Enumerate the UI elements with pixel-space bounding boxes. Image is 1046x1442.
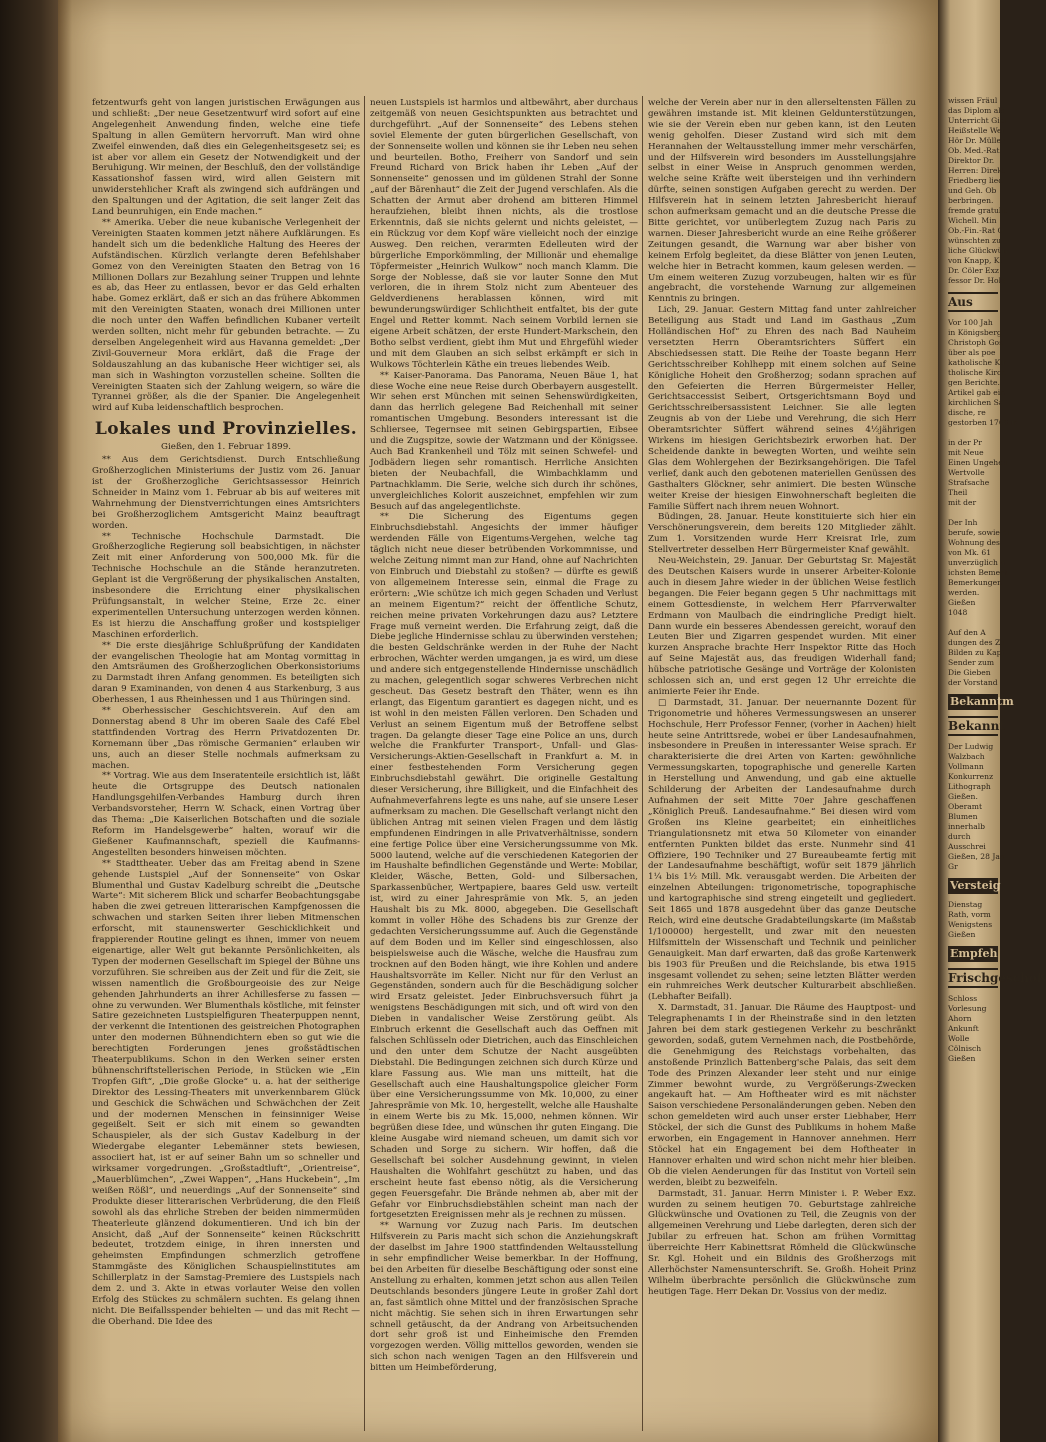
strip-line: gestorben 1766 in — [948, 418, 1019, 427]
dateline: Gießen, den 1. Februar 1899. — [161, 442, 291, 453]
adjacent-page-edge — [938, 0, 1046, 1442]
news-item: ** Vortrag. Wie aus dem Inseratenteile ersichtlich ist, läßt heute die Ortsgruppe des Deutsch nationalen Handlungsgehilfen-Verbandes Hamburg durch ihren Verbandsvorsteher, Herrn W. Schack, einen Vortrag über das Thema: „Die Kaiserlichen Botschaften und die soziale Reform im Handelsgewerbe“ halten, worauf wir die Gießener Kaufmannschaft, speziell die Kaufmanns-Angestellten besonders hinweisen möchten. — [92, 771, 360, 858]
strip-line: Bilden zu Kapf — [948, 648, 1005, 657]
news-item: □ Darmstadt, 31. Januar. Der neuernannte Dozent für Trigonometrie und höheres Vermessungswesen an unserer Hochschule, Herr Professor Fenner, (vorher in Aachen) hielt heute seine Antrittsrede, wobei er über Landesaufnahmen, insbesondere in Preußen in interessanter Weise sprach. Er charakterisierte die drei Arten von Karten: gewöhnliche Vermessungskarten, topographische und generelle Karten in Herstellung und Anwendung, und gab eine aktuelle Schilderung der Arbeiten der Landesaufnahme durch Aufnahmen der seit Mitte 70er Jahre geschaffenen „Königlich Preuß. Landesaufnahme.“ Bei diesen wird vom Großen ins Kleine gearbeitet; ein einheitliches Triangulationsnetz mit etwa 50 Kilometer von einander entfernten Punkten bildet das erste. Nunmehr sind 41 Offiziere, 190 Techniker und 27 Bureaubeamte fertig mit der Landesaufnahme beschäftigt, wofür seit 1879 jährlich 1¼ bis 1½ Mill. Mk. verausgabt werden. Die Arbeiten der einzelnen Abteilungen: trigonometrische, topographische und kartographische sind streng eingeteilt und gegliedert. Seit 1865 und 1878 ausgedehnt über das ganze Deutsche Reich, wird eine deutsche Gradabteilungskarte (im Maßstab 1/100000) hergestellt, und zwar mit den neuesten Hilfsmitteln der Wissenschaft und Technik und peinlicher Genauigkeit. Man darf erwarten, daß das große Kartenwerk bis 1903 für Preußen und die Reichslande, bis etwa 1915 insgesamt vollendet zu sehen; seine letzten Blätter werden ein ruhmreiches Werk deutscher Kulturarbeit abschließen. (Lebhafter Beifall). — [648, 697, 916, 1003]
news-item: ** Stadttheater. Ueber das am Freitag abend in Szene gehende Lustspiel „Auf der Sonnenseite“ von Oskar Blumenthal und Gustav Kadelburg schreibt die „Deutsche Warte“: Mit sicherem Blick und scharfer Beobachtungsgabe haben die zwei getreuen litterarischen Kampfgenossen die schwachen und starken Seiten ihrer lieben Mitmenschen erforscht, mit staunenswerter Geschicklichkeit und frappierender Routine gelingt es ihnen, immer von neuem eigenartige, aller Welt gut bekannte Persönlichkeiten, als Typen der modernen Gesellschaft im Spiegel der Bühne uns vorzuführen. Sie schreiben aus der Zeit und für die Zeit, sie wissen namentlich die Großbourgeoisie des zur Neige gehenden Jahrhunderts an ihrer Achillesferse zu fassen — ohne zu verwunden. Wer Blumenthals köstliche, mit feinster Satire gezeichneten Lustspielfiguren Theaterpuppen nennt, der verkennt die Intentionen des geistreichen Photographen unter den modernen Bühnendichtern eben so gut wie die berechtigten Forderungen jenes großstädtischen Theaterpublikums. Schon in den Werken seiner ersten bühnenschriftstellerischen Periode, in Stücken wie „Ein Tropfen Gift“, „Die große Glocke“ u. a. hat der seitherige Direktor des Lessing-Theaters mit unverkennbarem Glück und Geschick die Schwächen und Schwächchen der Zeit und der modernen Menschen in feinsinniger Weise gegeißelt. Seit er sich mit einem so gewandten Schauspieler, als der sich Gustav Kadelburg in der Wiedergabe eleganter Lebemänner stets bewiesen, associiert hat, ist er auf seiner Bahn um so schneller und wirksamer vorgedrungen. „Großstadtluft“, „Orientreise“, „Mauerblümchen“, „Zwei Wappen“, „Hans Huckebein“, „Im weißen Rößl“, und neuerdings „Auf der Sonnenseite“ sind Produkte dieser litterarischen Verbrüderung, die den Fleiß sowohl als das ehrliche Streben der beiden nimmermüden Theaterleute glänzend dokumentieren. Und ich bin der Ansicht, daß „Auf der Sonnenseite“ keinen Rückschritt bedeutet, trotzdem einige, in ihren innersten und geheimsten Empfindungen schmerzlich getroffene Stammgäste des Königlichen Schauspielinstitutes am Schillerplatz in der Samstag-Premiere des Lustspiels nach dem 2. und 3. Akte in etwas vorlauter Weise den vollen Erfolg des Stückes zu schmälern suchten. Es gelang ihnen nicht. Die Beifallsspender behielten — und das mit Recht — die Oberhand. Die Idee des — [92, 858, 360, 1327]
strip-line: berufe, sowie di — [948, 528, 1010, 537]
strip-line: in der Pr — [948, 438, 982, 447]
news-item: ** Die erste diesjährige Schlußprüfung der Kandidaten der evangelischen Theologie hat am Montag vormittag in den Amtsräumen des Großherzoglichen Oberkonsistoriums zu Darmstadt ihren Anfang genommen. Es beteiligten sich daran 9 Examinanden, von denen 4 aus Starkenburg, 3 aus Oberhessen, 1 aus Rheinhessen und 1 aus Thüringen sind. — [92, 640, 360, 706]
strip-line: Herren: Direkt — [948, 166, 1006, 175]
strip-line: mit Neue — [948, 448, 984, 457]
strip-line: Der Ludwig — [948, 742, 994, 751]
strip-line: dische, re — [948, 408, 986, 417]
strip-label: 1048 — [948, 608, 968, 617]
strip-line: gen Berichte. — [948, 378, 1000, 387]
strip-line: Artikel gab ein — [948, 388, 1006, 397]
paragraph: welche der Verein aber nur in den allerseltensten Fällen zu gewähren imstande ist. Mit kleinen Geldunterstützungen, wie sie der Verein eben nur geben kann, ist den Leuten wenig geholfen. Dieser Zustand wird sich mit dem Herannahen der Weltausstellung immer mehr verschärfen, und der Hilfsverein wird besonders im Ausstellungsjahre selbst in einer Weise in Anspruch genommen werden, welche seine Kräfte weit übersteigen und ihn verhindern dürfte, seinen sonstigen Aufgaben gerecht zu werden. Der Hilfsverein hat in seinem letzten Jahresbericht hierauf schon aufmerksam gemacht und an die deutsche Presse die Bitte gerichtet, vor unüberlegtem Zuzug nach Paris zu warnen. Dieser Jahresbericht wurde an eine Reihe größerer Zeitungen gesandt, die Warnung war aber bisher von keinem Erfolg begleitet, da diese Blätter von jenen Leuten, welche hier in Betracht kommen, kaum gelesen werden. — Um einem weiteren Zuzug vorzubeugen, halten wir es für angebracht, die vorstehende Warnung zur allgemeinen Kenntnis zu bringen. — [648, 98, 916, 305]
column-1 — [92, 98, 360, 1428]
strip-banner: Bekanntm — [950, 695, 1014, 708]
news-item: ** Warnung vor Zuzug nach Paris. Im deutschen Hilfsverein zu Paris macht sich schon die Anziehungskraft der daselbst im Jahre 1900 stattfindenden Weltausstellung in sehr empfindlicher Weise bemerkbar. In der Hoffnung, bei den Arbeiten für dieselbe Beschäftigung oder sonst eine Anstellung zu erhalten, kommen jetzt schon aus allen Teilen Deutschlands besonders jüngere Leute in großer Zahl dort an, fast sämtlich ohne Mittel und der französischen Sprache nicht mächtig. Sie sehen sich in ihren Erwartungen sehr schnell getäuscht, da der Andrang von Arbeitsuchenden dort sehr groß ist und Einheimische den Fremden vorgezogen werden. Völlig mittellos geworden, wenden sie sich schon nach wenigen Tagen an den Hilfsverein und bitten um Heimbeförderung, — [370, 1221, 638, 1374]
strip-line: Gießen, 28 Jan — [948, 852, 1005, 861]
strip-line: Schloss — [948, 994, 978, 1003]
strip-line: werden. — [948, 588, 980, 597]
strip-line: Vollmann — [948, 762, 984, 771]
strip-line: in Königsberg — [948, 328, 1002, 337]
strip-line: Auf den A — [948, 628, 986, 637]
news-item-amerika: ** Amerika. Ueber die neue kubanische Verlegenheit der Vereinigten Staaten kommen jetzt nähere Aufklärungen. Es handelt sich um die bedenkliche Haltung des Heeres der Aufständischen. Kürzlich verlangte deren Befehlshaber Gomez von den Vereinigten Staaten den Betrag von 16 Millionen Dollars zur Bezahlung seiner Truppen und lehnte es ab, das Heer zu entlassen, bevor er das Geld erhalten habe. Gomez erklärt, daß er sich an das frühere Abkommen mit den Vereinigten Staaten, wonach drei Millionen unter die noch unter den Waffen befindlichen Kubaner verteilt werden sollten, nicht mehr für gebunden betrachte. — Zu derselben Angelegenheit wird aus Havanna gemeldet: „Der Zivil-Gouverneur Mora erklärt, daß die Frage der Soldauszahlung an das kubanische Heer wichtiger sei, als man sich in Washington vorzustellen scheine. Sollten die Vereinigten Staaten sich der Zahlung weigern, so wäre die Tyrannei größer, als die der Spanier. Die Angelegenheit wird auf Kuba leidenschaftlich besprochen. — [92, 217, 360, 414]
strip-line: Oberamt — [948, 802, 982, 811]
strip-line: Gießen — [948, 930, 976, 939]
column-3 — [648, 98, 916, 1428]
strip-line: mit der — [948, 498, 977, 507]
news-item: ** Die Sicherung des Eigentums gegen Einbruchsdiebstahl. Angesichts der immer häufiger werdenden Fälle von Eigentums-Vergehen, welche tag täglich nicht neue dieser betrübenden Vorkommnisse, und welche Zeitung nimmt man zur Hand, ohne auf Nachrichten von Einbruch und Diebstahl zu stoßen? — dürfte es gewiß von allgemeinem Interesse sein, einmal die Frage zu erörtern: „Wie schütze ich mich gegen Schaden und Verlust an meinem Eigentum?“ reicht der öffentliche Schutz, reichen meine privaten Vorkehrungen dazu aus? Letztere Frage muß verneint werden. Die Erfahrung zeigt, daß die Diebe jegliche Hindernisse schlau zu überwinden verstehen; die besten Geldschränke werden in der Ruhe der Nacht erbrochen, Wächter werden umgangen, ja es wird, um diese und andere sich entgegenstellende Hindernisse unschädlich zu machen, gelegentlich sogar schweres Verbrechen nicht gescheut. Das Gesetz bestraft den Thäter, wenn es ihn erlangt, das Eigentum garantiert es dagegen nicht, und es ist wohl in den meisten Fällen verloren. Den Schaden und Verlust an seinem Eigentum muß der Betroffene selbst tragen. Da gelangte dieser Tage eine Police an uns, durch welche die Frankfurter Transport-, Unfall- und Glas-Versicherungs-Aktien-Gesellschaft in Frankfurt a. M. in einer festbestehenden Form Versicherung gegen Einbruchsdiebstahl gewährt. Die originelle Gestaltung dieser Versicherung, ihre Billigkeit, und die Einfachheit des Aufnahmeverfahrens legte es uns nahe, auf sie unsere Leser aufmerksam zu machen. Die Gesellschaft verlangt nicht den üblichen Antrag mit seinen vielen Fragen und dem lästig empfundenen Eindringen in alle Privatverhältnisse, sondern eine fertige Police über eine Versicherungssumme von Mk. 5000 lautend, welche auf die verschiedenen Kategorien der im Haushalte befindlichen Gegenstände und Werte: Mobilar, Kleider, Wäsche, Betten, Gold- und Silbersachen, Sparkassenbücher, Wertpapiere, baares Geld usw. verteilt ist, wird zu einer Jahresprämie von Mk. 5, an jeden Haushalt bis zu Mk. 8000, abgegeben. Die Gesellschaft kommt in voller Höhe des Schadens bis zur Grenze der gedachten Versicherungssumme auf. Auch die Gegenstände auf dem Boden und im Keller sind eingeschlossen, also beispielsweise auch die Wäsche, welche die Hausfrau zum trocknen auf den Boden hängt, wie ihre Kohlen und andere Haushaltsvorräte im Keller. Nicht nur für den Verlust an Gegenständen, sondern auch für die Beschädigung solcher wird Ersatz geleistet. Jeder Einbruchsversuch führt ja wenigstens Beschädigungen mit sich, und oft wird von den Dieben in vandalischer Weise Zerstörung geübt. Als Einbruch erkennt die Gesellschaft auch das Oeffnen mit falschen Schlüsseln oder Dietrichen, auch das Einschleichen und den unter dem Schutze der Nacht ausgeübten Diebstahl. Die Bedingungen zeichnen sich durch Kürze und klare Fassung aus. Wie man uns mitteilt, hat die Gesellschaft auch eine Haushaltungspolice gleicher Form über eine Versicherungssumme von Mk. 10,000, zu einer Jahresprämie von Mk. 10, hergestellt, welche alle Haushalte in einem Werte bis zu Mk. 15,000, nehmen können. Wir begrüßen diese Idee, und wünschen ihr guten Eingang. Die kleine Ausgabe wird niemand scheuen, um damit sich vor Schaden und Sorge zu sichern. Wir hoffen, daß die Gesellschaft bei solcher Ausdehnung gewinnt, in vielen Haushalten die Wohlfahrt geschützt zu haben, und das erscheint heute fast ebenso nötig, als die Versicherung gegen Feuersgefahr. Die Brände nehmen ab, aber mit der Gefahr vor Einbruchsdiebstählen scheint man nach der fortgesetzten Ereignissen mehr als je rechnen zu müssen. — [370, 512, 638, 1221]
strip-line: wissen Fräul — [948, 96, 998, 105]
strip-heading: Bekannt — [948, 716, 998, 736]
strip-line: von Mk. 61 — [948, 548, 992, 557]
adjacent-page-text — [948, 96, 1046, 1426]
strip-line: Bemerkungen — [948, 578, 1003, 587]
strip-line: innerhalb — [948, 822, 986, 831]
strip-line: Blumen — [948, 812, 978, 821]
strip-line: Unterricht Gief — [948, 116, 1007, 125]
strip-line: Christoph Gos — [948, 338, 1003, 347]
strip-line: Gießen. — [948, 792, 978, 801]
news-item: Darmstadt, 31. Januar. Herrn Minister i. P. Weber Exz. wurden zu seinem heutigen 70. Geburtstage zahlreiche Glückwünsche und Ovationen zu Teil, die Zeugnis von der allgemeinen Verehrung und Liebe darlegten, deren sich der Jubilar zu erfreuen hat. Schon am frühen Vormittag überreichte Herr Kabinettsrat Römheld die Glückwünsche Sr. Kgl. Hoheit und ein Bildnis des Großherzogs mit Allerhöchster Namensunterschrift. Se. Großh. Hoheit Prinz Wilhelm überbrachte persönlich die Glückwünsche zum heutigen Tage. Herr Dekan Dr. Vossius von der mediz. — [648, 1188, 916, 1297]
strip-line: berbringen. — [948, 196, 994, 205]
strip-line: Cölnisch — [948, 1044, 982, 1053]
strip-line: dungen des Zol — [948, 638, 1008, 647]
strip-line: Heißstelle Wer — [948, 126, 1006, 135]
strip-line: Gießen — [948, 1054, 976, 1063]
strip-line: Ob. Med.-Rat — [948, 146, 1000, 155]
paragraph: neuen Lustspiels ist harmlos und altbewährt, aber durchaus zeitgemäß von neuen Gesichtspunkten aus betrachtet und durchgeführt. „Auf der Sonnenseite“ des Lebens stehen soviel Elemente der guten bürgerlichen Gesellschaft, von der Sonnenseite wollen und können sie ihr Leben neu sehen und beurteilen. Botho, Freiherr von Sandorf und sein Freund Richard von Brick haben ihr Leben „Auf der Sonnenseite“ genossen und im güldenen Strahl der Sonne „auf der Bärenhaut“ die Zeit der Jugend verschlafen. Als die Schatten der Armut aber drohend am bitteren Himmel heraufziehen, bleibt ihnen nichts, als die trostlose Erkenntnis, daß sie nichts gelernt und nichts geleistet, — ein Rückzug vor dem Kopf wäre vielleicht noch der einzige Ausweg. Den reichen, verarmten Edelleuten wird der bürgerliche Emporkömmling, der Millionär und ehemalige Töpfermeister „Heinrich Wulkow“ noch manch Klamm. Die Sorge der Noblesse, daß sie vor lauter Sonne den Mut verloren, die in ihrem Stolz nicht zum Abenteuer des Geldverdienens herablassen können, wird mit bewunderungswürdiger Schlichtheit entfaltet, bis der gute Engel und Retter kommt. Nach seinem Vorbild lernen sie eigene Arbeit schätzen, der erste Hundert-Markschein, den Botho selbst verdient, giebt ihm Mut und Ehrgefühl wieder und mit dem Glauben an sich selbst erkämpft er sich in Wulkows Töchterlein Käthe ein treues liebendes Weib. — [370, 98, 638, 370]
strip-line: und Geh. Ob — [948, 186, 997, 195]
news-item: Büdingen, 28. Januar. Heute konstituierte sich hier ein Verschönerungsverein, dem bereits 120 Mitglieder zählt. Zum 1. Vorsitzenden wurde Herr Kreisrat Irle, zum Stellvertreter desselben Herr Bürgermeister Knaf gewählt. — [648, 512, 916, 556]
column-2 — [370, 98, 638, 1428]
strip-line: Lithograph — [948, 782, 991, 791]
strip-line: Ankunft — [948, 1024, 979, 1033]
strip-line: Ob.-Fin.-Rat G — [948, 226, 1004, 235]
strip-line: von Knapp, Ki — [948, 256, 1002, 265]
strip-line: Dr. Cöler Exz — [948, 266, 999, 275]
column-rule — [642, 96, 643, 1431]
news-item: ** Technische Hochschule Darmstadt. Die Großherzogliche Regierung soll beabsichtigen, in nächster Zeit mit einer Anforderung von 500,000 Mk. für die Technische Hochschule an die Stände heranzutreten. Geplant ist die Vergrößerung der physikalischen Anstalten, insbesondere die Errichtung einer physikalischen Prüfungsanstalt, in welcher Steine, Erze 2c. einer experimentellen Untersuchung unterzogen werden können. Es ist hierzu die Anschaffung großer und kostspieliger Maschinen erforderlich. — [92, 531, 360, 640]
strip-line: Der Inh — [948, 518, 978, 527]
news-item: Lich, 29. Januar. Gestern Mittag fand unter zahlreicher Beteiligung aus Stadt und Land im Gasthaus „Zum Holländischen Hof“ zu Ehren des nach Bad Nauheim versetzten Herrn Oberamtsrichters Süffert ein Abschiedsessen statt. Die Reihe der Toaste begann Herr Gerichtsschreiber Kohlhepp mit einem solchen auf Seine Königliche Hoheit den Großherzog; sodann sprachen auf den Gefeierten die Herren Bürgermeister Heller, Gerichtsaccessist Seibert, Ortsgerichtsmann Boyd und Gerichtsschreibersassistent Leichner. Sie alle legten Zeugnis ab von der Liebe und Verehrung, die sich Herr Oberamtsrichter Süffert während seines 4½jährigen Wirkens im hiesigen Gerichtsbezirk erworben hat. Der Scheidende dankte in bewegten Worten, und weihte sein Glas dem Wohlergehen der Bezirksangehörigen. Die Tafel verlief, dank auch den gebotenen materiellen Genüssen des Gasthalters Glöckner, sehr animiert. Die besten Wünsche weiter Kreise der hiesigen Einwohnerschaft begleiten die Familie Süffert nach ihrem neuen Wohnort. — [648, 305, 916, 512]
strip-line: über als poe — [948, 348, 996, 357]
strip-line: durch — [948, 832, 971, 841]
strip-line: Theil — [948, 488, 968, 497]
strip-line: Wertvolle — [948, 468, 985, 477]
strip-line: Ahorn — [948, 1014, 972, 1023]
paragraph: fetzentwurfs geht von langen juristischen Erwägungen aus und schließt: „Der neue Gesetzentwurf wird sofort auf eine Angelegenheit Anwendung finden, welche eine tiefe Spaltung in allen Gemütern hervorruft. Man wird ohne Zweifel einwenden, daß dies ein Gelegenheitsgesetz sei; es ist aber vor allem ein Gesetz der Notwendigkeit und der Beruhigung. Wir meinen, der Beschluß, den der vollständige Kassationshof fassen wird, wird allen Geistern mit unwiderstehlicher Kraft als zwingend sich aufdrängen und den Spaltungen und der Agitation, die seit langer Zeit das Land beunruhigen, ein Ende machen.“ — [92, 98, 360, 218]
strip-line: unverzüglich a — [948, 558, 1005, 567]
strip-line: Wenigstens — [948, 920, 993, 929]
strip-line: Rath, vorm — [948, 910, 991, 919]
strip-line: Walzbach — [948, 752, 985, 761]
column-rule — [364, 96, 365, 1431]
strip-banner: Empfeh — [950, 947, 998, 960]
strip-line: Friedberg lied — [948, 176, 1004, 185]
strip-line: wünschten zu — [948, 236, 1002, 245]
newspaper-page — [58, 0, 938, 1442]
strip-line: Dienstag — [948, 900, 983, 909]
strip-line: Hör Dr. Müller — [948, 136, 1005, 145]
strip-line: Wolle — [948, 1034, 970, 1043]
strip-line: Vor 100 Jah — [948, 318, 993, 327]
strip-line: Konkurrenz — [948, 772, 994, 781]
strip-line: das Diplom als — [948, 106, 1005, 115]
news-item: ** Kaiser-Panorama. Das Panorama, Neuen Bäue 1, hat diese Woche eine neue Reise durch Oberbayern ausgestellt. Wir sehen erst München mit seinen Sehenswürdigkeiten, dann das herrlich gelegene Bad Reichenhall mit seiner romantischen Umgebung. Besonders interessant ist die Schliersee, Tegernsee mit seinen Gebirgspartien, Eibsee und die Zugspitze, sowie der Watzmann und der Königssee. Auch Bad Krankenheil und Tölz mit seinen Schwefel- und Jodbädern liegen sehr romantisch. Herrliche Ansichten bieten der Neubachfall, die Wimbachklamm und Partnachklamm. Die Serie, welche sich durch ihr schönes, unvergleichliches Kolorit auszeichnet, empfehlen wir zum Besuch auf das angelegentlichste. — [370, 370, 638, 512]
strip-line: der Vorstand — [948, 678, 998, 687]
strip-line: kirchlichen Sa — [948, 398, 1004, 407]
strip-line: liche Glückwün — [948, 246, 1008, 255]
strip-line: Gießen — [948, 598, 976, 607]
strip-line: fessor Dr. Hold — [948, 276, 1006, 285]
strip-line: Ausschrei — [948, 842, 986, 851]
strip-line: Gr — [948, 862, 958, 871]
strip-line: fremde gratulie — [948, 206, 1009, 215]
strip-heading: Frischgeschoß — [948, 968, 998, 988]
news-item: ** Oberhessischer Geschichtsverein. Auf den am Donnerstag abend 8 Uhr im oberen Saale des Café Ebel stattfindenden Vortrag des Herrn Privatdozenten Dr. Kornemann über „Das römische Germanien“ erlauben wir uns, auch an dieser Stelle nochmals aufmerksam zu machen. — [92, 706, 360, 771]
strip-line: katholische Kir — [948, 358, 1007, 367]
strip-line: Vorlesung — [948, 1004, 987, 1013]
strip-line: Wichell. Min — [948, 216, 997, 225]
strip-line: Direktor Dr. — [948, 156, 995, 165]
strip-line: Die Gieben — [948, 668, 991, 677]
strip-line: Wohnung des — [948, 538, 1000, 547]
news-item: X. Darmstadt, 31. Januar. Die Räume des Hauptpost- und Telegraphenamts I in der Rheinstraße sind in den letzten Jahren bei dem stark gestiegenen Verkehr zu beschränkt geworden, sodaß, gutem Vernehmen nach, die Postbehörde, die Genehmigung des Reichstags vorbehalten, das anstoßende Prinzlich Battenberg'sche Palais, das seit dem Tode des Prinzen Alexander leer steht und nur einige Zimmer bewohnt wurde, zu Vergrößerungs-Zwecken angekauft hat. — Am Hoftheater wird es mit nächster Saison verschiedene Personaländerungen geben. Neben den schon gemeldeten wird auch unser erster Liebhaber, Herr Stöckel, der sich die Gunst des Publikums in hohem Maße erworben, ein Engagement in Hannover annehmen. Herr Stöckel hat ein Engagement bei dem Hoftheater in Hannover erhalten und wird schon nicht mehr hier bleiben. Ob die vielen Aenderungen für das Institut von Vorteil sein werden, bleibt zu bezweifeln. — [648, 1003, 916, 1188]
strip-line: ichsten Bemerk — [948, 568, 1009, 577]
news-item: ** Aus dem Gerichtsdienst. Durch Entschließung Großherzoglichen Ministeriums der Justiz vom 26. Januar ist der Großherzogliche Gerichtsassessor Heinrich Schneider in Mainz vom 1. Februar ab bis auf weiteres mit Wahrnehmung der Dienstverrichtungen eines Amtsrichters bei Großherzoglichem Amtsgericht Mainz beauftragt worden. — [92, 455, 360, 531]
strip-line: Sender zum — [948, 658, 995, 667]
news-item: Neu-Weichstein, 29. Januar. Der Geburtstag Sr. Majestät des Deutschen Kaisers wurde in unserer Arbeiter-Kolonie auch in diesem Jahre wieder in der üblichen Weise festlich begangen. Die Feier begann gegen 5 Uhr nachmittags mit einem Gottesdienste, in welchem Herr Pfarrverwalter Erdmann von Maulbach die eindringliche Predigt hielt. Dann wurde ein besseres Abendessen gereicht, worauf den Leuten Bier und Zigarren gespendet wurden. Mit einer kurzen Ansprache brachte Herr Inspektor Ritte das Hoch auf Seine Majestät aus, das freudigen Widerhall fand; hübsche patriotische Gesänge und Vorträge der Kolonisten schlossen sich an, und erst gegen 12 Uhr erreichte die animierte Feier ihr Ende. — [648, 556, 916, 697]
strip-banner: Versteig — [950, 879, 1001, 892]
strip-line: tholische Kirch — [948, 368, 1007, 377]
strip-heading: Aus — [948, 292, 998, 312]
strip-line: Einen Ungeheu — [948, 458, 1008, 467]
strip-line: Strafsache — [948, 478, 990, 487]
section-heading: Lokales und Provinzielles. — [94, 419, 358, 440]
book-spine-shadow — [0, 0, 58, 1442]
